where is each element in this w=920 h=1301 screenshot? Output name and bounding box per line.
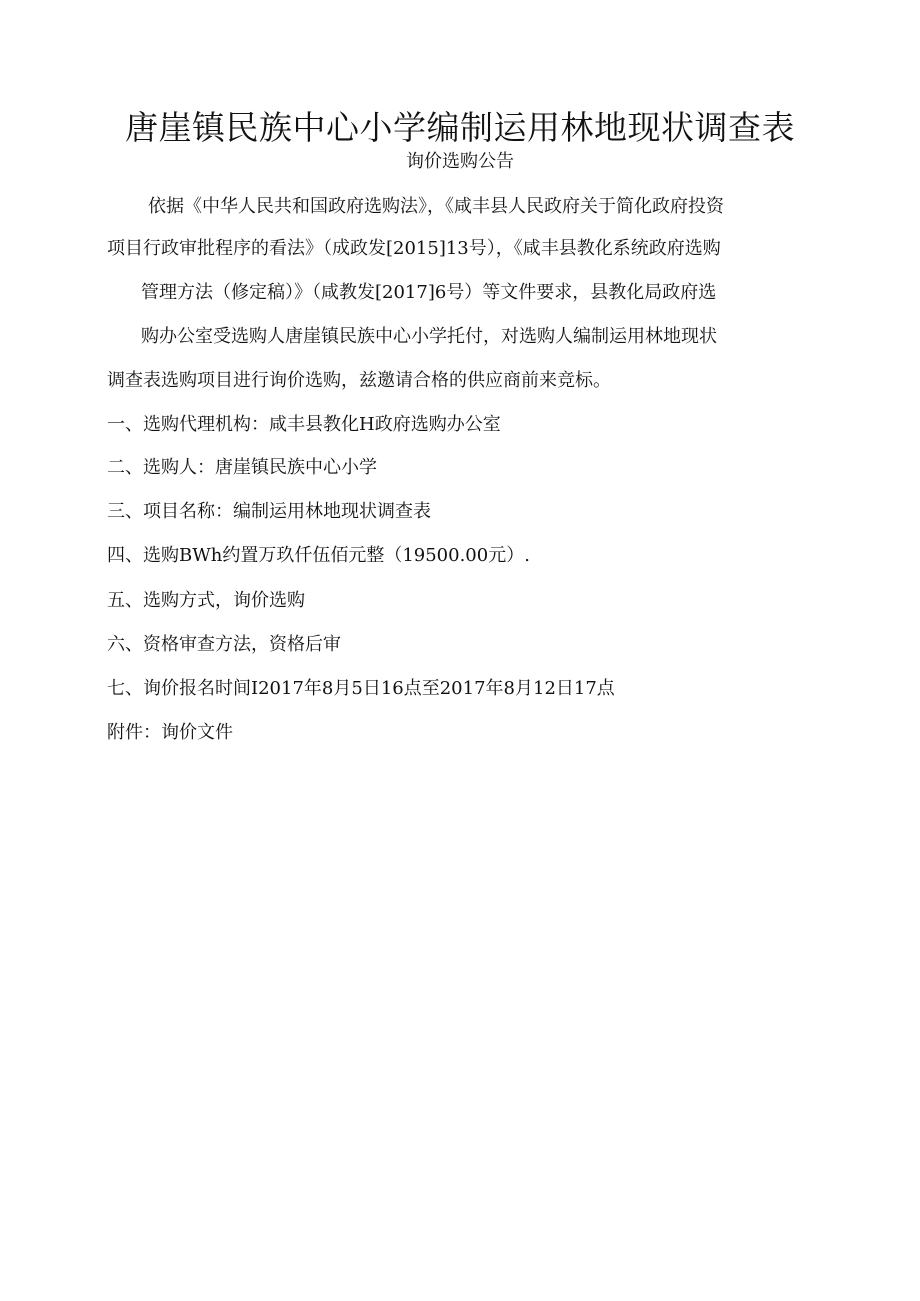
item-budget: 四、选购BWh约置万玖仟伍佰元整（19500.00元）. <box>107 545 530 566</box>
intro-line-2: 项目行政审批程序的看法》（成政发[2015]13号），《咸丰县教化系统政府选购 <box>107 238 721 259</box>
intro-line-3: 管理方法（修定稿）》（咸教发[2017]6号）等文件要求，县教化局政府选 <box>141 282 717 303</box>
document-subtitle: 询价选购公告 <box>406 151 514 172</box>
item-method: 五、选购方式，询价选购 <box>107 590 305 611</box>
intro-line-4: 购办公室受选购人唐崖镇民族中心小学托付，对选购人编制运用林地现状 <box>141 326 717 347</box>
intro-line-1: 依据《中华人民共和国政府选购法》，《咸丰县人民政府关于简化政府投资 <box>148 196 724 217</box>
intro-line-5: 调查表选购项目进行询价选购，兹邀请合格的供应商前来竞标。 <box>107 370 611 391</box>
item-purchaser: 二、选购人：唐崖镇民族中心小学 <box>107 457 377 478</box>
attachment-line: 附件：询价文件 <box>107 722 233 743</box>
item-qualification-review: 六、资格审查方法，资格后审 <box>107 634 341 655</box>
item-project-name: 三、项目名称：编制运用林地现状调查表 <box>107 501 431 522</box>
document-title: 唐崖镇民族中心小学编制运用林地现状调查表 <box>125 108 795 147</box>
item-registration-time: 七、询价报名时间I2017年8月5日16点至2017年8月12日17点 <box>107 678 615 699</box>
item-agency: 一、选购代理机构：咸丰县教化H政府选购办公室 <box>107 414 501 435</box>
